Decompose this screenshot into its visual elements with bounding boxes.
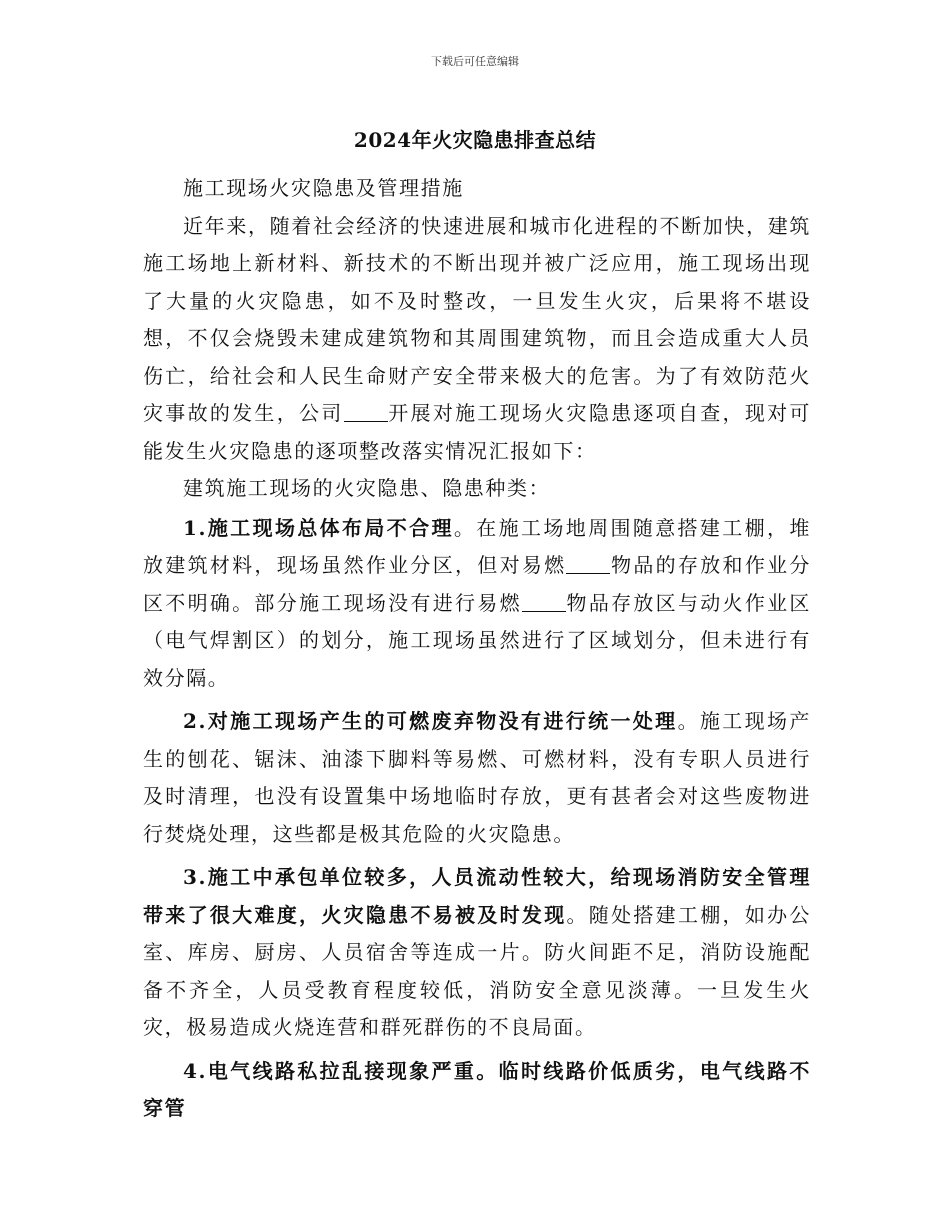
fill-in-blank	[522, 591, 566, 612]
paragraph-item-3	[143, 859, 811, 1047]
bold-heading-text: 4.电气线路私拉乱接现象严重。临时线路价低质劣，电气线路不穿管	[143, 1058, 811, 1120]
fill-in-blank	[566, 553, 610, 574]
paragraph-text: 。施工现场产生的刨花、锯沫、油漆下脚料等易燃、可燃材料，没有专职人员进行及时清理，也没有设置集中场地临时存放，更有甚者会对这些废物进行焚烧处理，这些都是极其危险的火灾隐患。	[143, 709, 811, 846]
paragraph-text: 建筑施工现场的火灾隐患、隐患种类：	[183, 476, 551, 500]
document-body	[143, 170, 811, 1128]
paragraph-section-heading	[143, 170, 811, 208]
document-title: 2024年火灾隐患排查总结	[353, 128, 597, 152]
paragraph-text: 物品的存放和作业分区不明确。部分施工现场没有进行易燃	[143, 553, 811, 615]
bold-heading-text: 3.施工中承包单位较多，人员流动性较大，给现场消防安全管理带来了很大难度，火灾隐患不易被及时发现	[143, 865, 811, 927]
paragraph-hazard-types-lead	[143, 470, 811, 508]
paragraph-text: 施工现场火灾隐患及管理措施	[183, 176, 464, 200]
paragraph-text: 。随处搭建工棚，如办公室、库房、厨房、人员宿舍等连成一片。防火间距不足，消防设施配备不齐全，人员受教育程度较低，消防安全意见淡薄。一旦发生火灾，极易造成火烧连营和群死群伤的不良局面。	[143, 902, 811, 1039]
paragraph-item-2	[143, 703, 811, 853]
bold-heading-text: 2.对施工现场产生的可燃废弃物没有进行统一处理	[183, 709, 678, 733]
bold-heading-text: 1.施工现场总体布局不合理	[183, 515, 454, 540]
paragraph-item-1	[143, 510, 811, 698]
paragraph-text: 开展对施工现场火灾隐患逐项自查，现对可能发生火灾隐患的逐项整改落实情况汇报如下：	[143, 401, 811, 463]
paragraph-text: 物品存放区与动火作业区（电气焊割区）的划分，施工现场虽然进行了区域划分，但未进行有效分隔。	[143, 590, 811, 690]
paragraph-item-4	[143, 1053, 811, 1128]
page-header-note: 下载后可任意编辑	[431, 55, 519, 68]
paragraph-text: 。在施工场地周围随意搭建工棚，堆放建筑材料，现场虽然作业分区，但对易燃	[143, 515, 811, 577]
paragraph-intro	[143, 208, 811, 471]
fill-in-blank	[344, 401, 388, 422]
paragraph-text: 近年来，随着社会经济的快速进展和城市化进程的不断加快，建筑施工场地上新材料、新技术的不断出现并被广泛应用，施工现场出现了大量的火灾隐患，如不及时整改，一旦发生火灾，后果将不堪设想，不仅会烧毁未建成建筑物和其周围建筑物，而且会造成重大人员伤亡，给社会和人民生命财产安全带来极大的危害。为了有效防范火灾事故的发生，公司	[143, 213, 811, 425]
